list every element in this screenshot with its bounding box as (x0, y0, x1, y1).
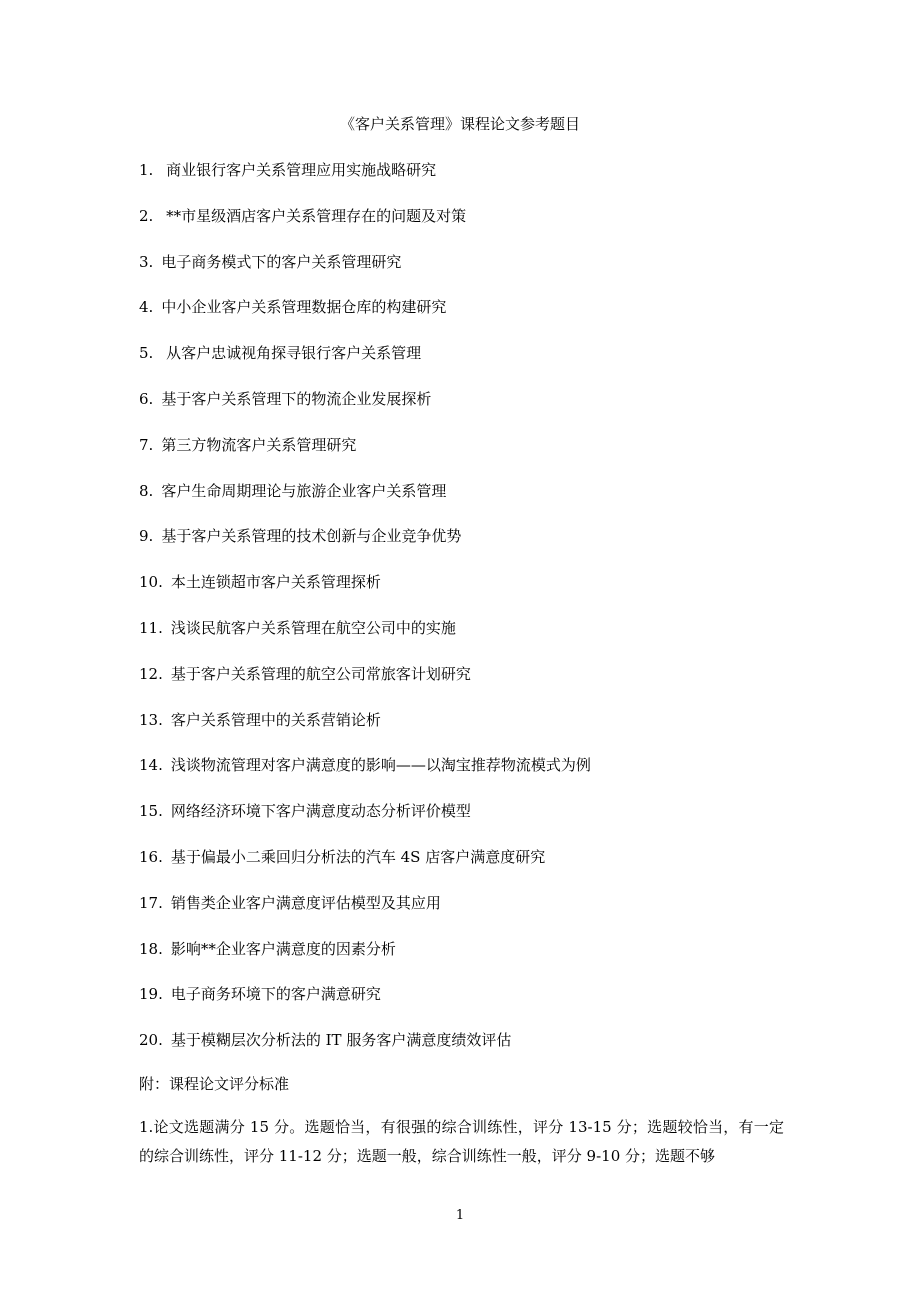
topic-text: 基于客户关系管理的航空公司常旅客计划研究 (170, 664, 471, 683)
list-item (139, 387, 591, 433)
list-item (139, 1028, 591, 1074)
topic-number: 8. (139, 481, 154, 500)
topic-text: 电子商务环境下的客户满意研究 (170, 985, 381, 1004)
topic-list (139, 158, 591, 1074)
topic-text: 销售类企业客户满意度评估模型及其应用 (170, 893, 441, 912)
topic-text: 浅谈民航客户关系管理在航空公司中的实施 (170, 618, 456, 637)
topic-number: 1. (139, 161, 154, 179)
appendix-heading: 附：课程论文评分标准 (139, 1075, 290, 1093)
page-number: 1 (455, 1208, 465, 1223)
topic-text: 第三方物流客户关系管理研究 (161, 435, 357, 454)
topic-number: 9. (139, 527, 154, 546)
topic-number: 4. (139, 298, 154, 317)
list-item (139, 524, 591, 570)
topic-number: 5. (139, 344, 154, 363)
topic-text: 本土连锁超市客户关系管理探析 (170, 573, 381, 592)
topic-number: 15. (139, 802, 163, 821)
topic-text: 客户生命周期理论与旅游企业客户关系管理 (161, 481, 447, 500)
topic-number: 3. (139, 252, 154, 271)
list-item (139, 616, 591, 662)
list-item (139, 295, 591, 341)
topic-text: 影响**企业客户满意度的因素分析 (170, 939, 396, 958)
criteria-paragraph: 1.论文选题满分 15 分。选题恰当，有很强的综合训练性，评分 13-15 分；选题较恰当，有一定的综合训练性，评分 11-12 分；选题一般，综合训练性一般，评分 9-10 分；选题不够 (139, 1118, 784, 1165)
topic-number: 17. (139, 893, 163, 912)
topic-number: 13. (139, 710, 163, 729)
document-title: 《客户关系管理》课程论文参考题目 (339, 115, 580, 133)
list-item (139, 753, 591, 799)
topic-text: 中小企业客户关系管理数据仓库的构建研究 (161, 298, 447, 317)
topic-number: 2. (139, 206, 154, 225)
topic-number: 7. (139, 435, 154, 454)
topic-text: 基于模糊层次分析法的 IT 服务客户满意度绩效评估 (170, 1031, 512, 1050)
topic-text: 浅谈物流管理对客户满意度的影响——以淘宝推荐物流模式为例 (170, 756, 591, 775)
list-item (139, 708, 591, 754)
topic-text: 从客户忠诚视角探寻银行客户关系管理 (161, 344, 422, 363)
topic-text: 基于偏最小二乘回归分析法的汽车 4S 店客户满意度研究 (170, 847, 546, 866)
topic-number: 10. (139, 573, 163, 592)
topic-text: 电子商务模式下的客户关系管理研究 (161, 252, 402, 271)
topic-text: 网络经济环境下客户满意度动态分析评价模型 (170, 802, 471, 821)
topic-number: 14. (139, 756, 163, 775)
list-item (139, 433, 591, 479)
list-item (139, 570, 591, 616)
topic-text: 基于客户关系管理的技术创新与企业竞争优势 (161, 527, 462, 546)
topic-text: 商业银行客户关系管理应用实施战略研究 (161, 161, 437, 179)
topic-text: 客户关系管理中的关系营销论析 (170, 710, 381, 729)
list-item (139, 250, 591, 296)
list-item (139, 158, 591, 204)
list-item (139, 799, 591, 845)
topic-number: 11. (139, 618, 163, 637)
topic-number: 16. (139, 847, 163, 866)
list-item (139, 662, 591, 708)
topic-number: 19. (139, 985, 163, 1004)
list-item (139, 341, 591, 387)
list-item (139, 937, 591, 983)
list-item (139, 891, 591, 937)
list-item (139, 982, 591, 1028)
topic-text: 基于客户关系管理下的物流企业发展探析 (161, 389, 432, 408)
topic-number: 20. (139, 1031, 163, 1050)
topic-number: 6. (139, 389, 154, 408)
topic-number: 12. (139, 664, 163, 683)
list-item (139, 479, 591, 525)
topic-number: 18. (139, 939, 163, 958)
list-item (139, 845, 591, 891)
list-item (139, 204, 591, 250)
topic-text: **市星级酒店客户关系管理存在的问题及对策 (161, 206, 467, 225)
